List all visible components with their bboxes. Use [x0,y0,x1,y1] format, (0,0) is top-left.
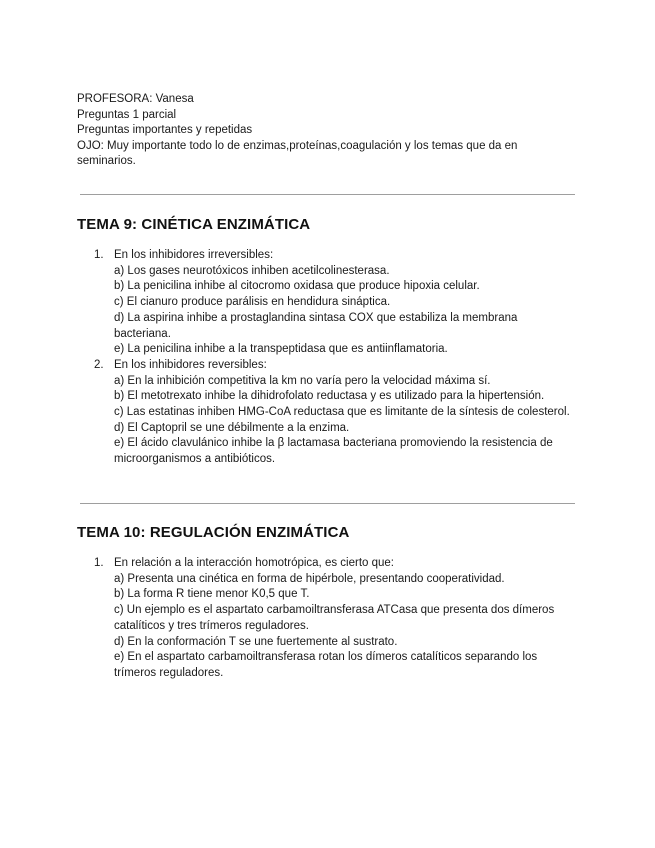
answer-option: e) La penicilina inhibe a la transpeptidasa que es antiinflamatoria. [114,343,448,356]
answer-option: c) Un ejemplo es el aspartato carbamoiltransferasa ATCasa que presenta dos dímeros catalíticos y tres trímeros reguladores. [114,604,555,632]
question-item [94,556,574,682]
question-number: 1. [94,557,104,569]
question-prompt: En relación a la interacción homotrópica, es cierto que: [114,557,394,569]
question-list [94,248,574,468]
divider [80,194,575,195]
question-number: 2. [94,358,104,371]
section-title: TEMA 10: REGULACIÓN ENZIMÁTICA [77,524,350,541]
intro-subtitle: Preguntas 1 parcial [77,108,177,121]
answer-option: d) La aspirina inhibe a prostaglandina sintasa COX que estabiliza la membrana bacteriana. [114,311,518,340]
intro-note: Preguntas importantes y repetidas [77,124,253,137]
answer-option: b) La forma R tiene menor K0,5 que T. [114,588,310,601]
intro-teacher: PROFESORA: Vanesa [77,93,194,105]
question-list [94,556,574,682]
answer-option: b) La penicilina inhibe al citocromo oxidasa que produce hipoxia celular. [114,280,480,293]
question-item [94,248,574,358]
answer-option: d) El Captopril se une débilmente a la enzima. [114,421,350,434]
intro-block [77,92,577,170]
intro-warning: OJO: Muy importante todo lo de enzimas,proteínas,coagulación y los temas que da en seminarios. [77,139,518,168]
question-prompt: En los inhibidores reversibles: [114,358,267,371]
answer-option: a) Presenta una cinética en forma de hipérbole, presentando cooperatividad. [114,572,505,585]
question-number: 1. [94,249,104,261]
answer-option: a) Los gases neurotóxicos inhiben acetilcolinesterasa. [114,264,390,277]
divider [80,503,575,504]
answer-option: c) Las estatinas inhiben HMG-CoA reductasa que es limitante de la síntesis de colesterol. [114,406,570,419]
answer-option: a) En la inhibición competitiva la km no varía pero la velocidad máxima sí. [114,374,491,387]
question-prompt: En los inhibidores irreversibles: [114,249,274,261]
answer-option: e) En el aspartato carbamoiltransferasa rotan los dímeros catalíticos separando los trímeros reguladores. [114,651,538,679]
section-title: TEMA 9: CINÉTICA ENZIMÁTICA [77,216,311,233]
question-item [94,358,574,468]
answer-option: b) El metotrexato inhibe la dihidrofolato reductasa y es utilizado para la hipertensión. [114,390,545,403]
answer-option: d) En la conformación T se une fuertemente al sustrato. [114,635,398,648]
answer-option: e) El ácido clavulánico inhibe la β lactamasa bacteriana promoviendo la resistencia de microorganismos a antibióticos. [114,437,553,466]
answer-option: c) El cianuro produce parálisis en hendidura sináptica. [114,296,391,309]
